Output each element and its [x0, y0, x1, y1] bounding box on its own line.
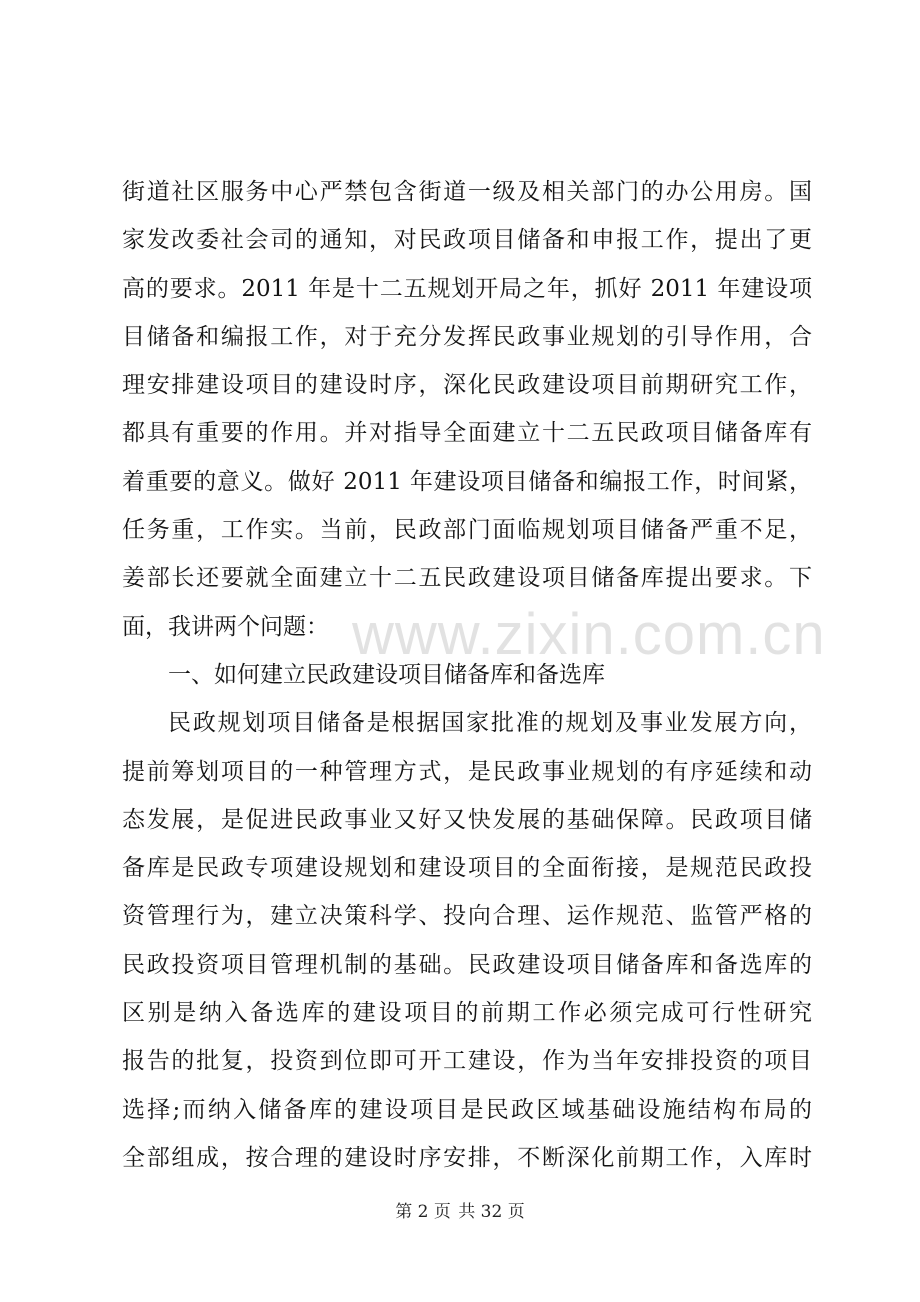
text-line: 备库是民政专项建设规划和建设项目的全面衔接，是规范民政投	[122, 855, 812, 882]
page-total: 共 32 页	[458, 1202, 525, 1222]
text-line: 全部组成，按合理的建设时序安排，不断深化前期工作，入库时	[122, 1144, 812, 1171]
text-line: 街道社区服务中心严禁包含街道一级及相关部门的办公用房。国	[122, 179, 812, 205]
text-line: 任务重，工作实。当前，民政部门面临规划项目储备严重不足，	[122, 517, 812, 544]
text-line: 都具有重要的作用。并对指导全面建立十二五民政项目储备库有	[122, 420, 812, 447]
text-line: 目储备和编报工作，对于充分发挥民政事业规划的引导作用，合	[122, 323, 812, 350]
text-line: 区别是纳入备选库的建设项目的前期工作必须完成可行性研究	[122, 1000, 812, 1027]
page-footer	[0, 1198, 920, 1226]
text-line: 着重要的意义。做好 2011 年建设项目储备和编报工作，时间紧，	[122, 468, 812, 495]
text-line: 面，我讲两个问题：	[122, 613, 329, 640]
text-line: 资管理行为，建立决策科学、投向合理、运作规范、监管严格的	[122, 903, 812, 930]
text-line: 态发展，是促进民政事业又好又快发展的基础保障。民政项目储	[122, 806, 812, 833]
text-line: 报告的批复，投资到位即可开工建设，作为当年安排投资的项目	[122, 1048, 812, 1075]
paragraph-first-line: 民政规划项目储备是根据国家批准的规划及事业发展方向，	[168, 710, 812, 737]
text-line: 姜部长还要就全面建立十二五民政建设项目储备库提出要求。下	[122, 565, 812, 592]
watermark: www.zixin.com.cn	[352, 602, 826, 667]
text-line: 民政投资项目管理机制的基础。民政建设项目储备库和备选库的	[122, 951, 812, 978]
text-line: 理安排建设项目的建设时序，深化民政建设项目前期研究工作，	[122, 372, 812, 399]
text-line: 高的要求。2011 年是十二五规划开局之年，抓好 2011 年建设项	[122, 275, 812, 302]
text-line: 提前筹划项目的一种管理方式，是民政事业规划的有序延续和动	[122, 758, 812, 785]
text-line: 选择;而纳入储备库的建设项目是民政区域基础设施结构布局的	[122, 1096, 812, 1123]
document-body	[122, 168, 826, 1182]
text-line: 家发改委社会司的通知，对民政项目储备和申报工作，提出了更	[122, 227, 812, 254]
page-number: 第 2 页	[395, 1202, 451, 1222]
section-heading: 一、如何建立民政建设项目储备库和备选库	[168, 661, 605, 688]
